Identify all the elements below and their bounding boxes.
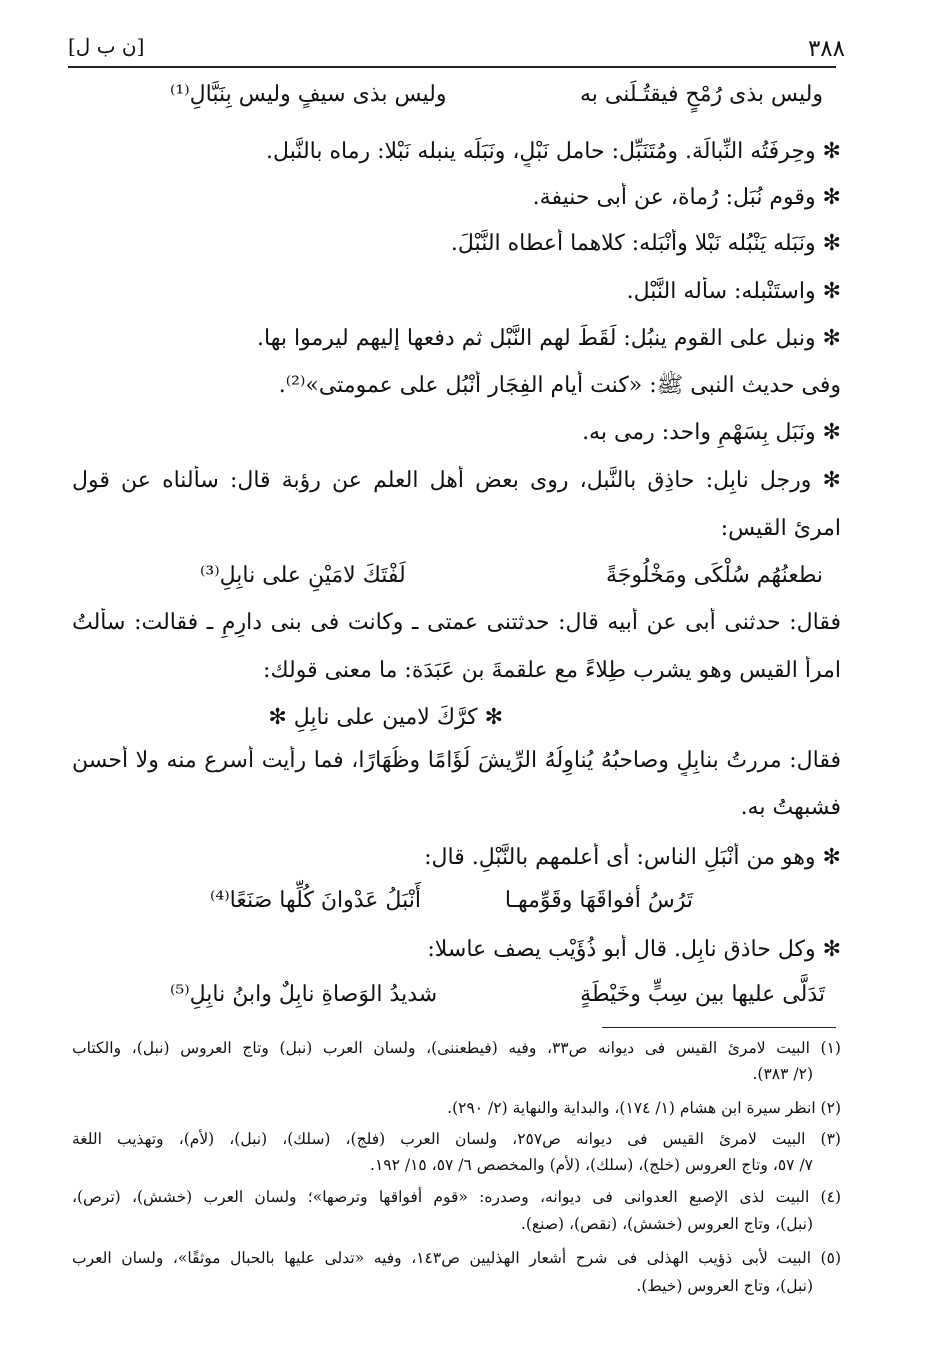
verse-4-first-hemistich: تَدَلَّى عليها بين سِبٍّ وخَيْطَةٍ: [580, 982, 825, 1007]
footnote-2: (٢) انظر سيرة ابن هشام (١/ ١٧٤)، والبداية والنهاية (٢/ ٢٩٠).: [447, 1099, 841, 1117]
text-line: ✻ وحِرفَتُه النِّبالَة. ومُتَنَبِّل: حامل نَبْلٍ، ونَبَلَه ينبله نَبْلا: رماه بالنَّبل.: [266, 139, 841, 164]
text-line: امرئ القيس:: [720, 516, 841, 541]
text-line: ✻ واستَنْبله: سأله النَّبْل.: [626, 279, 841, 304]
text-line: ✻ ورجل نابِل: حاذِق بالنَّبل، روى بعض أهل العلم عن رؤبة قال: سألناه عن قول: [72, 468, 841, 493]
text-line: امرأ القيس وهو يشرب طِلاءً مع علقمةَ بن عَبَدَة: ما معنى قولك:: [263, 658, 841, 683]
text-line: ✻ ونَبَل بِسَهْمٍ واحد: رمى به.: [582, 420, 841, 445]
footnote-4: (٤) البيت لذى الإصبع العدوانى فى ديوانه، وصدره: «قوم أفواقها وترصها»؛ ولسان العرب (خشش)، (ترص)،: [72, 1188, 841, 1206]
verse-2-second-hemistich: لَفْتَكَ لامَيْنِ على نابِلِ⁽³⁾: [200, 563, 406, 588]
footnote-3-continuation: ٧/ ٥٧، وتاج العروس (خلج)، (سلك)، (لأم) والمخصص ٦/ ٥٧، ١٥/ ١٩٢.: [370, 1156, 813, 1174]
text-line: ✻ وهو من أَنْبَلِ الناس: أى أعلمهم بالنَّبْلِ. قال:: [424, 845, 841, 870]
verse-4-second-hemistich: شديدُ الوَصاةِ نابِلٌ وابنُ نابِلِ⁽⁵⁾: [170, 982, 438, 1007]
verse-1-first-hemistich: وليس بذى رُمْحٍ فيقتُـلَنى به: [579, 82, 823, 107]
footnote-5-continuation: (نبل)، وتاج العروس (خيط).: [636, 1277, 813, 1295]
text-line: ✻ ونَبَله يَنْبُله نَبْلا وأَنْبَله: كلاهما أعطاه النَّبْلَ.: [450, 231, 841, 256]
text-line: فقال: مررتُ بنابِلٍ وصاحبُهُ يُناوِلُهُ الرِّيشَ لُؤَامًا وظُهَارًا، فما رأيت أسرع منه ولا أحسن: [72, 748, 841, 773]
text-line: وفى حديث النبى ﷺ: «كنت أيام الفِجَار أَنْبُل على عمومتى»⁽²⁾.: [278, 373, 841, 398]
footnote-1-continuation: (٢/ ٣٨٣).: [752, 1065, 813, 1083]
footnote-separator: [602, 1027, 836, 1028]
text-line: فشبهتُ به.: [740, 795, 841, 820]
footnote-1: (١) البيت لامرئ القيس فى ديوانه ص٣٣، وفيه (فيطعننى)، ولسان العرب (نبل) وتاج العروس (نبل)، والكتاب: [72, 1039, 841, 1057]
footnote-3: (٣) البيت لامرئ القيس فى ديوانه ص٢٥٧، ولسان العرب (فلج)، (سلك)، (نبل)، (لأم)، وتهذيب اللغة: [72, 1130, 841, 1148]
text-line: ✻ وكل حاذق نابِل. قال أبو ذُؤَيْب يصف عاسلا:: [427, 937, 841, 962]
verse-3-first-hemistich: تَرُسُ أفواقَهَا وقَوِّمهـا: [504, 888, 693, 913]
text-line: فقال: حدثنى أبى عن أبيه قال: حدثتنى عمتى ـ وكانت فى بنى دارِمٍ ـ فقالت: سألتُ: [72, 610, 841, 635]
page-number: ٣٨٨: [807, 36, 845, 62]
verse-1-second-hemistich: وليس بذى سيفٍ وليس بِنَبَّالِ⁽¹⁾: [170, 82, 447, 107]
verse-2-first-hemistich: نطعنُهُم سُلْكَى ومَخْلُوجَةً: [605, 563, 823, 588]
header-rule: [68, 66, 836, 68]
footnote-5: (٥) البيت لأبى ذؤيب الهذلى فى شرح أشعار الهذليين ص١٤٣، وفيه «تدلى عليها بالحبال موثقًا»، ولسان العرب: [72, 1249, 841, 1267]
text-line: ✻ وقوم نُبَل: رُماة، عن أبى حنيفة.: [532, 185, 841, 210]
quoted-hemistich: ✻ كرَّكَ لامين على نابِلِ ✻: [268, 705, 503, 730]
text-line: ✻ ونبل على القوم ينبُل: لَقَطَ لهم النَّبْل ثم دفعها إليهم ليرموا بها.: [257, 326, 841, 351]
footnote-4-continuation: (نبل)، وتاج العروس (خشش)، (نقص)، (صنع).: [520, 1215, 813, 1233]
root-tag: [ن ب ل]: [68, 34, 145, 58]
verse-3-second-hemistich: أَنْبَلُ عَدْوانَ كُلِّها صَنَعًا⁽⁴⁾: [210, 888, 421, 913]
